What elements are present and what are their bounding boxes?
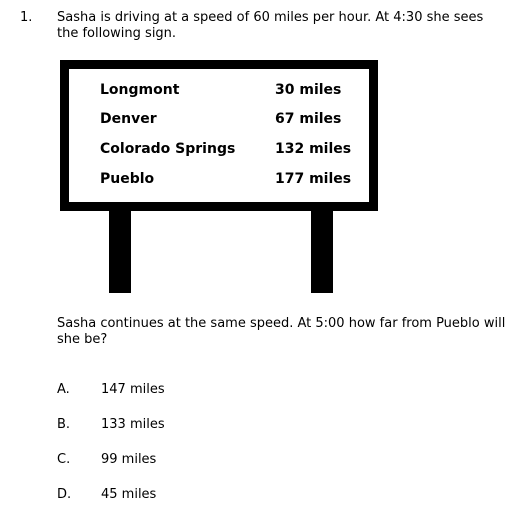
sign-city: Colorado Springs — [100, 141, 236, 157]
sign-distance: 177 miles — [275, 171, 352, 187]
sign-row-longmont — [69, 82, 369, 102]
sign-post-left — [109, 211, 131, 293]
question-number: 1. — [20, 10, 33, 25]
sign-row-pueblo — [69, 171, 369, 191]
sign-city: Longmont — [100, 82, 180, 98]
sign-city: Pueblo — [100, 171, 155, 187]
sign-row-denver — [69, 111, 369, 131]
choice-text: 45 miles — [101, 487, 157, 502]
sign-city: Denver — [100, 111, 157, 127]
sign-distance: 132 miles — [275, 141, 352, 157]
choice-text: 99 miles — [101, 452, 157, 467]
sign-distance: 30 miles — [275, 82, 342, 98]
question-stem: Sasha is driving at a speed of 60 miles per hour. At 4:30 she sees the following sign. — [57, 10, 484, 41]
choice-text: 133 miles — [101, 417, 165, 432]
choice-letter: C. — [57, 452, 71, 467]
question-followup: Sasha continues at the same speed. At 5:00 how far from Pueblo will she be? — [57, 316, 506, 347]
sign-row-colorado-springs — [69, 141, 369, 161]
choice-text: 147 miles — [101, 382, 165, 397]
choice-letter: A. — [57, 382, 70, 397]
sign-distance: 67 miles — [275, 111, 342, 127]
choice-letter: B. — [57, 417, 71, 432]
road-sign — [60, 60, 378, 211]
sign-post-right — [311, 211, 333, 293]
road-sign-panel — [68, 68, 370, 203]
choice-letter: D. — [57, 487, 72, 502]
